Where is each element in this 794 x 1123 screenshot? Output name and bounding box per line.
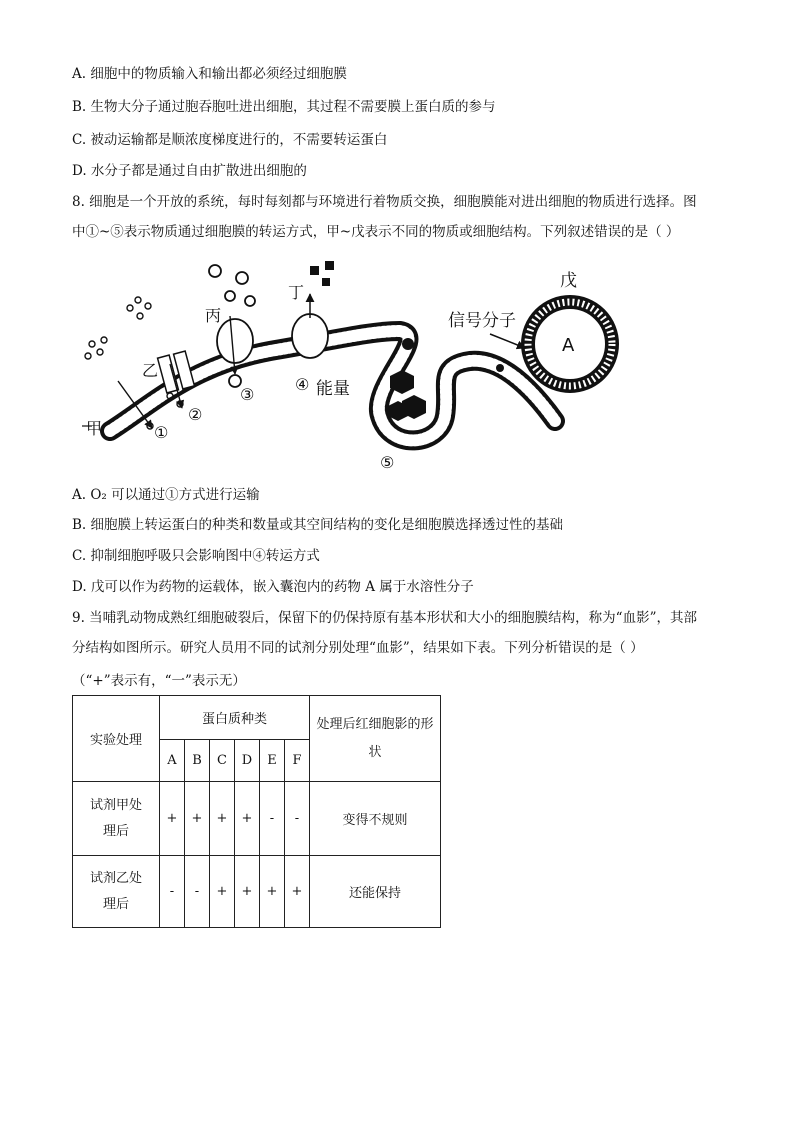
cell-e: +	[260, 856, 285, 928]
label-bing: 丙	[205, 306, 222, 325]
col-d: D	[235, 740, 260, 782]
label-n2: ②	[188, 405, 203, 424]
header-shape: 处理后红细胞影的形状	[310, 696, 441, 782]
table-row	[73, 856, 441, 928]
row-process: 试剂甲处理后	[73, 782, 160, 856]
particles-ding	[310, 261, 334, 286]
q8-stem-line2: 中①~⑤表示物质通过细胞膜的转运方式，甲~戊表示不同的物质或细胞结构。下列叙述错误的是（ ）	[72, 224, 680, 240]
col-e: E	[260, 740, 285, 782]
q8-stem-line1: 8. 细胞是一个开放的系统，每时每刻都与环境进行着物质交换，细胞膜能对进出细胞的物质进行选择。图	[72, 194, 697, 210]
label-ding: 丁	[288, 283, 305, 302]
cell-a: +	[160, 782, 185, 856]
q9-legend-note: （“+”表示有，“一”表示无）	[72, 673, 246, 689]
cell-b: -	[185, 856, 210, 928]
q8-option-d: D. 戊可以作为药物的运载体，嵌入囊泡内的药物 A 属于水溶性分子	[72, 579, 474, 595]
label-signal: 信号分子	[448, 311, 516, 331]
q8-option-b: B. 细胞膜上转运蛋白的种类和数量或其空间结构的变化是细胞膜选择透过性的基础	[72, 517, 564, 533]
q7-option-c: C. 被动运输都是顺浓度梯度进行的，不需要转运蛋白	[72, 132, 388, 148]
cell-d: +	[235, 782, 260, 856]
row-shape: 变得不规则	[310, 782, 441, 856]
label-wu: 戊	[560, 271, 577, 291]
membrane-transport-diagram	[70, 256, 630, 476]
label-energy: 能量	[316, 379, 350, 399]
label-n3: ③	[240, 385, 255, 404]
drug-label-a: A	[562, 335, 575, 356]
carrier-protein-bing	[217, 319, 253, 363]
col-a: A	[160, 740, 185, 782]
row-process: 试剂乙处理后	[73, 856, 160, 928]
cell-a: -	[160, 856, 185, 928]
header-protein-types: 蛋白质种类	[160, 696, 310, 740]
row-shape: 还能保持	[310, 856, 441, 928]
cell-e: -	[260, 782, 285, 856]
col-f: F	[285, 740, 310, 782]
cell-f: +	[285, 856, 310, 928]
cell-d: +	[235, 856, 260, 928]
label-jia: 甲	[86, 419, 103, 438]
q7-option-a: A. 细胞中的物质输入和输出都必须经过细胞膜	[72, 66, 347, 82]
table-row	[73, 782, 441, 856]
cell-f: -	[285, 782, 310, 856]
label-n5: ⑤	[380, 453, 395, 472]
q9-stem-line2: 分结构如图所示。研究人员用不同的试剂分别处理“血影”，结果如下表。下列分析错误的是（ ）	[72, 640, 644, 656]
q9-stem-line1: 9. 当哺乳动物成熟红细胞破裂后，保留下的仍保持原有基本形状和大小的细胞膜结构，称为“血影”，其部	[72, 610, 697, 626]
q8-option-c: C. 抑制细胞呼吸只会影响图中④转运方式	[72, 548, 320, 564]
q7-option-d: D. 水分子都是通过自由扩散进出细胞的	[72, 163, 307, 179]
pump-protein	[292, 314, 328, 358]
label-yi: 乙	[142, 361, 159, 380]
cell-c: +	[210, 782, 235, 856]
cell-c: +	[210, 856, 235, 928]
col-c: C	[210, 740, 235, 782]
q9-results-table	[72, 695, 441, 928]
cell-b: +	[185, 782, 210, 856]
label-n4: ④	[295, 375, 310, 394]
q8-option-a: A. O₂ 可以通过①方式进行运输	[72, 487, 260, 503]
header-process: 实验处理	[73, 696, 160, 782]
label-n1: ①	[154, 423, 169, 442]
q7-option-b: B. 生物大分子通过胞吞胞吐进出细胞，其过程不需要膜上蛋白质的参与	[72, 99, 496, 115]
col-b: B	[185, 740, 210, 782]
